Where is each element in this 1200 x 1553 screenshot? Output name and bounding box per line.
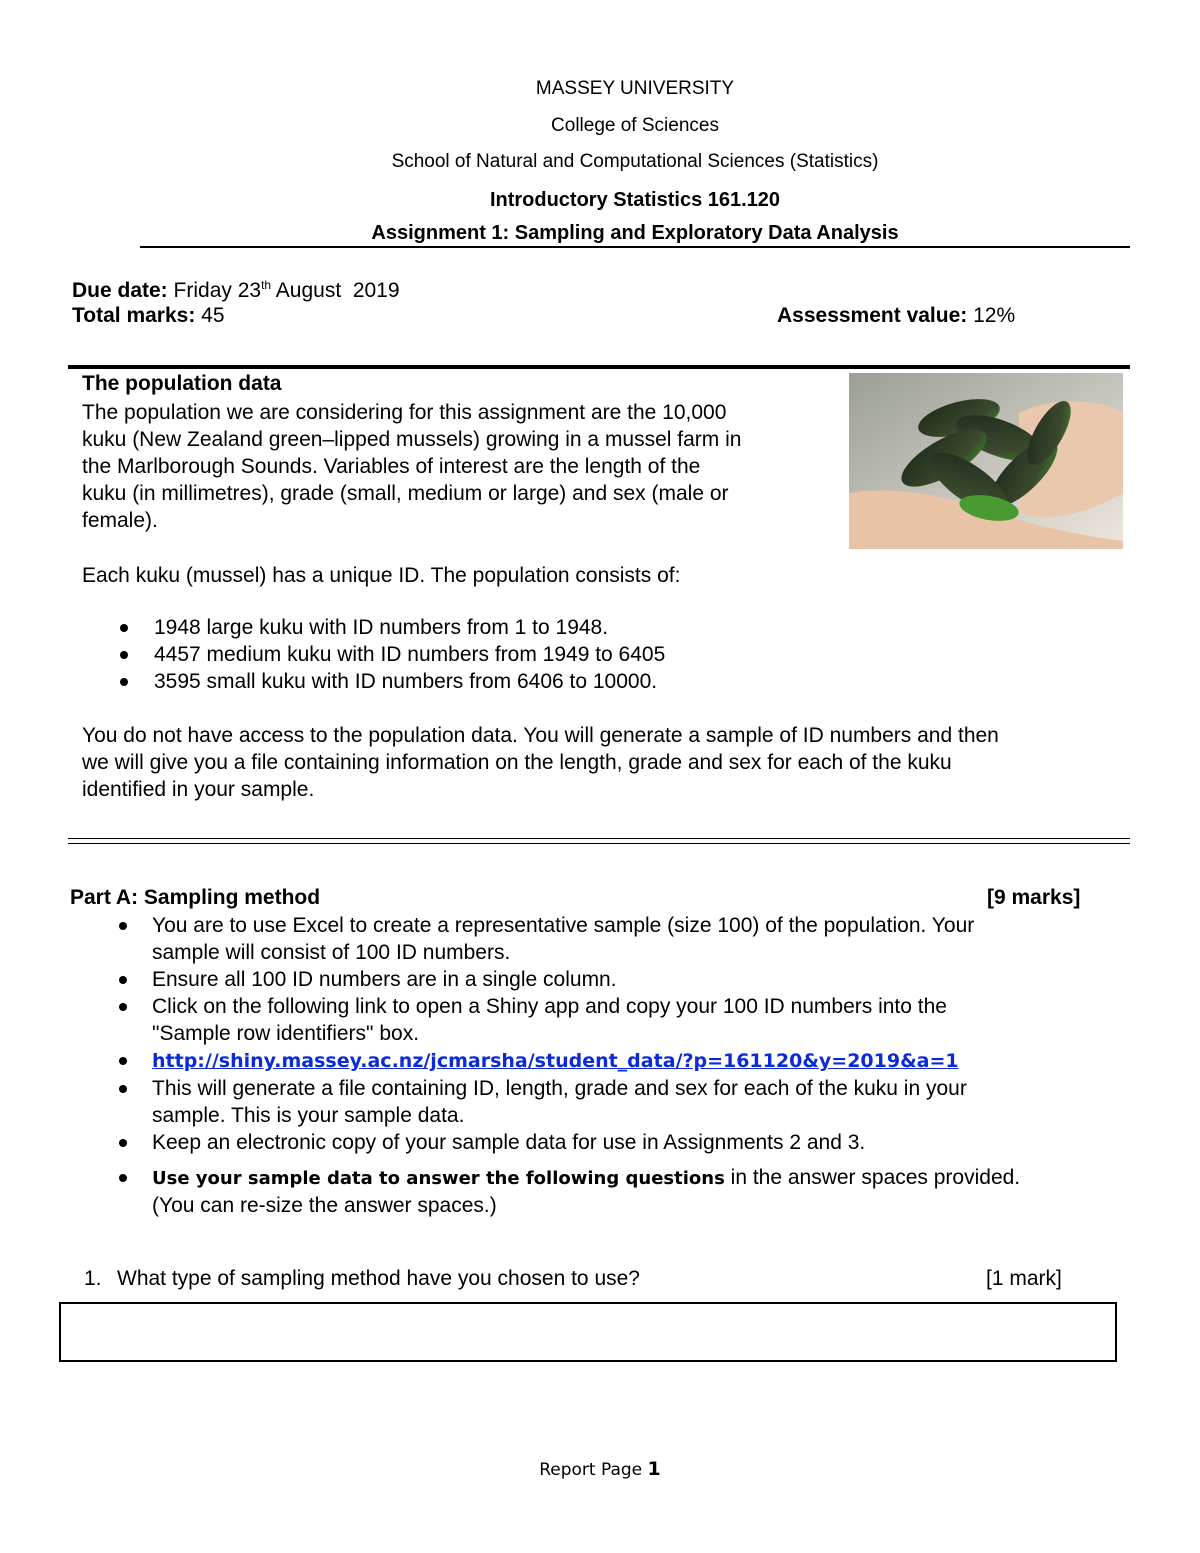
part-a-marks: [9 marks] xyxy=(987,886,1081,909)
list-item: Keep an electronic copy of your sample data for use in Assignments 2 and 3. xyxy=(152,1129,1112,1156)
closing-line: You do not have access to the population data. You will generate a sample of ID numbers and then xyxy=(82,724,999,747)
assessment-value-number: 12% xyxy=(973,304,1016,327)
mussels-photo xyxy=(849,373,1123,549)
population-groups xyxy=(82,614,665,695)
question-1-text: What type of sampling method have you chosen to use? xyxy=(117,1267,640,1290)
part-a-title: Part A: Sampling method xyxy=(70,886,321,909)
due-date-pre: Friday 23 xyxy=(173,279,262,302)
list-item: Click on the following link to open a Shiny app and copy your 100 ID numbers into the "Sample row identifiers" box. xyxy=(152,993,1112,1047)
population-line: The population we are considering for this assignment are the 10,000 xyxy=(82,401,727,424)
list-item: 4457 medium kuku with ID numbers from 1949 to 6405 xyxy=(82,641,665,668)
total-marks xyxy=(72,304,225,328)
double-rule-top xyxy=(68,838,1130,839)
footer-label: Report Page xyxy=(539,1460,643,1480)
list-item: You are to use Excel to create a representative sample (size 100) of the population. Your sample will consist of 100 ID numbers. xyxy=(152,912,1112,966)
assignment-title: Assignment 1: Sampling and Exploratory Data Analysis xyxy=(371,222,899,244)
assessment-value xyxy=(777,304,1015,328)
header-rule xyxy=(140,246,1130,248)
population-title: The population data xyxy=(82,372,282,395)
list-item: Use your sample data to answer the following questions in the answer spaces provided. (You can re-size the answer spaces.) xyxy=(152,1164,1112,1219)
page-footer xyxy=(0,1458,1200,1480)
list-item: This will generate a file containing ID, length, grade and sex for each of the kuku in your sample. This is your sample data. xyxy=(152,1075,1112,1129)
answer-box-1[interactable] xyxy=(59,1302,1117,1362)
total-marks-label: Total marks: xyxy=(72,304,196,327)
shiny-app-link[interactable]: http://shiny.massey.ac.nz/jcmarsha/student_data/?p=161120&y=2019&a=1 xyxy=(152,1050,959,1072)
due-date-post: August 2019 xyxy=(271,279,400,302)
closing-line: we will give you a file containing information on the length, grade and sex for each of the kuku xyxy=(82,751,952,774)
question-1-number: 1. xyxy=(84,1267,102,1290)
section-rule xyxy=(68,365,1130,369)
assessment-value-label: Assessment value: xyxy=(777,304,968,327)
list-item: 3595 small kuku with ID numbers from 6406 to 10000. xyxy=(82,668,665,695)
page-number: 1 xyxy=(647,1458,661,1480)
list-item: Ensure all 100 ID numbers are in a single column. xyxy=(152,966,1112,993)
population-line: female). xyxy=(82,509,158,532)
course-title: Introductory Statistics 161.120 xyxy=(489,189,781,211)
population-closing xyxy=(82,722,1122,803)
closing-line: identified in your sample. xyxy=(82,778,315,801)
part-a-instructions xyxy=(152,912,1112,1219)
population-line: the Marlborough Sounds. Variables of interest are the length of the xyxy=(82,455,701,478)
due-date-sup: th xyxy=(261,278,272,292)
list-item xyxy=(152,1047,1112,1075)
university-name: MASSEY UNIVERSITY xyxy=(535,78,735,99)
school-name: School of Natural and Computational Sciences (Statistics) xyxy=(391,151,879,172)
id-intro: Each kuku (mussel) has a unique ID. The population consists of: xyxy=(82,564,681,587)
due-date xyxy=(72,278,400,303)
list-item: 1948 large kuku with ID numbers from 1 to 1948. xyxy=(82,614,665,641)
population-line: kuku (New Zealand green–lipped mussels) growing in a mussel farm in xyxy=(82,428,742,451)
double-rule-bottom xyxy=(68,843,1130,844)
population-description xyxy=(82,399,842,534)
question-1-marks: [1 mark] xyxy=(986,1267,1062,1290)
due-date-label: Due date: xyxy=(72,279,168,302)
college-name: College of Sciences xyxy=(551,115,719,136)
population-line: kuku (in millimetres), grade (small, medium or large) and sex (male or xyxy=(82,482,729,505)
mussels-illustration xyxy=(849,373,1123,549)
total-marks-value: 45 xyxy=(201,304,225,327)
